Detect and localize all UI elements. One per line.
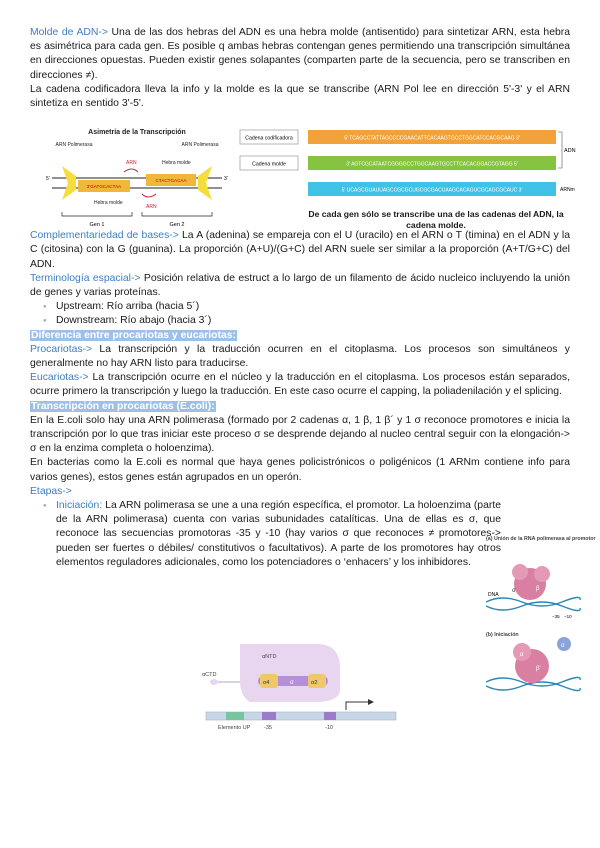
polymerase-a-sub1 <box>512 564 528 580</box>
figure-asimetria <box>42 126 232 234</box>
fig3-beta-b: β' <box>536 666 541 672</box>
list-item: ● Downstream: Río abajo (hacia 3´) <box>56 314 570 328</box>
heading-diferencia <box>30 329 570 343</box>
fig3-m35: −35 <box>552 614 560 619</box>
list-item-iniciacion <box>56 499 501 570</box>
paragraph-ecoli: En la E.coli solo hay una ARN polimerasa (formado por 2 cadenas α, 1 β, 1 β´ y 1 σ reconoce promotores e inicia la transcripción por lo que tras iniciar este proceso σ se desprende dejando al nucleo central seguir con la elongación-> σ en la enzima completa o holoenzima). <box>30 414 570 455</box>
fig2-caption: De cada gen sólo se transcribe una de las cadenas del ADN, la cadena molde. <box>308 209 564 230</box>
keyword-etapas: Etapas-> <box>30 485 72 497</box>
fig1-hebra-molde-bottom: Hebra molde <box>94 200 123 206</box>
keyword-eucariotas: Eucariotas-> <box>30 372 89 384</box>
paragraph-procariotas <box>30 343 570 371</box>
label-cadena-molde: Cadena molde <box>252 161 286 168</box>
fig1-arn-right: ARN <box>146 204 157 210</box>
fig1-arn-left: ARN <box>126 160 137 166</box>
fig1-gen2: Gen 2 <box>169 222 185 228</box>
fig3-title-b: (b) Iniciación <box>486 632 519 638</box>
seq-codificadora: 5' TCAGCCTATTAGCCCCGAACATTCACAAGTGCCTGGCATCCACGCAAG 3' <box>344 135 520 142</box>
paragraph-cadena: La cadena codificadora lleva la info y la molde es la que se transcribe (ARN Pol lee en dirección 5'-3' y el ARN sintetiza en sentido 3'-5'. <box>30 83 570 110</box>
polymerase-left-shape <box>62 166 76 200</box>
paragraph-eucariotas-text: La transcripción ocurre en el núcleo y la traducción en el citoplasma. Los procesos están separados, ocurre primero la transcripción y luego la traducción. En este caso ocurre el capping, la poliadenilación y el splicing. <box>30 372 570 398</box>
fig3-sigma-a: σ <box>512 588 516 594</box>
keyword-iniciacion: Iniciación: <box>56 500 103 512</box>
fig4-actd: αCTD <box>202 672 217 678</box>
polymerase-right-shape <box>198 166 212 200</box>
fig4-sigma2: σ2 <box>311 680 318 686</box>
heading-transcripcion <box>30 400 570 414</box>
fig4-sigma4: σ4 <box>263 680 270 686</box>
figure-union-polimerasa <box>482 532 596 702</box>
fig1-hebra-molde-top: Hebra molde <box>162 160 191 166</box>
fig4-sigma: σ <box>290 680 294 686</box>
paragraph-complementariedad-text: La A (adenina) se empareja con el U (uracilo) en el ARN o T (timina) en el ADN y la C (citosina) con la G (guanina). La proporción (A+U)/(G+C) del ARN suele ser similar a la proporción (A+T/G+C) del ADN. <box>30 230 570 270</box>
fig4-m10: -10 <box>325 725 333 731</box>
elemento-up-box <box>226 712 244 720</box>
figure-promotor <box>200 640 400 736</box>
fig1-gen1: Gen 1 <box>89 222 105 228</box>
fig3-sigma-b: σ <box>561 643 565 649</box>
paragraph-molde <box>30 26 570 83</box>
keyword-terminologia: Terminología espacial-> <box>30 272 141 284</box>
fig1-arn-pol-right: ARN Polimerasa <box>181 142 219 148</box>
figure-secuencias <box>238 128 578 220</box>
label-cadena-codificadora: Cadena codificadora <box>245 135 293 142</box>
fig1-arn-pol-left: ARN Polimerasa <box>55 142 93 148</box>
fig4-elemento-up: Elemento UP <box>218 725 251 731</box>
m35-box <box>262 712 276 720</box>
paragraph-eucariotas <box>30 371 570 399</box>
fig1-three: 3' <box>224 176 228 182</box>
keyword-molde: Molde de ADN-> <box>30 27 108 38</box>
paragraph-complementariedad <box>30 229 570 272</box>
fig3-beta-a: β <box>536 586 540 592</box>
etapas-label <box>30 485 570 499</box>
list-etapas <box>30 499 501 570</box>
keyword-complementariedad: Complementariedad de bases-> <box>30 230 179 242</box>
fig1-seq-left: 3'GATGCACTAA <box>86 184 122 189</box>
fig3-alpha-b: α <box>520 652 524 658</box>
list-terminologia <box>30 300 570 328</box>
m10-box <box>324 712 336 720</box>
polymerase-a-sub2 <box>534 566 550 582</box>
heading-diferencia-text: Diferencia entre procariotas y eucariotas: <box>31 329 237 341</box>
fig1-title: Asimetría de la Transcripción <box>88 129 186 136</box>
fig1-seq-right: CTACTGACAA <box>155 178 187 183</box>
paragraph-terminologia-text: Posición relativa de estruct a lo largo de un filamento de ácido nucleico incluyendo la unión de genes y varias proteínas. <box>30 272 570 299</box>
fig3-title-a-text: (a) Unión de la RNA polimerasa al promotor <box>486 536 596 542</box>
heading-transcripcion-text: Transcripción en procariotas (E.coli): <box>31 400 215 412</box>
alpha-ctd-shape <box>210 679 218 685</box>
seq-arn: 5' UCAGCGUAUUAGCCGCGCUGCGCGACUAAGCACAGUCGCAGCGCAUC 3' <box>341 187 523 194</box>
fig3-dna: DNA <box>488 592 499 598</box>
paragraph-terminologia <box>30 272 570 300</box>
label-adn: ADN <box>564 148 576 154</box>
paragraph-bacterias: En bacterias como la E.coli es normal que haya genes policistrónicos o poligénicos (1 ARNm contiene info para varios genes), estos genes están agrupados en un operón. <box>30 457 570 483</box>
list-item: ● Upstream: Río arriba (hacia 5´) <box>56 300 570 314</box>
iniciacion-text: La ARN polimerasa se une a una región específica, el promotor. La holoenzima (parte de la ARN polimerasa) cuenta con varias subunidades catalíticas. Una de ellas es σ, que reconoce las secuencias promotoras -35 y -10 (hay varios σ que reconoces ≠ promotores-> pueden ser fuertes o débiles/ constitutivos o facultativos). A parte de los promotores hay otros elementos reguladores adicionales, como los potenciadores o ‘enhacers’ y los inhibidores. <box>56 500 501 568</box>
seq-molde: 3' AGTCGCATAATCGGGGCCTGGCAAGTGCCTTCACACGGACCGTAGG 5' <box>346 161 518 168</box>
fig4-m35: -35 <box>264 725 272 731</box>
fig3-title-a <box>486 536 596 542</box>
paragraph-molde-text: Una de las dos hebras del ADN es una hebra molde (antisentido) para sintetizar ARN, esta hebra es asimétrica para cada gen. Es posible q ambas hebras contengan genes permitiendo una transcripción simultánea en direcciones opuestas. Pueden existir genes solapantes (comparten parte de la secuencia, pero se transcriben en direcciones ≠). <box>30 27 570 81</box>
fig3-m10: −10 <box>564 614 572 619</box>
keyword-procariotas: Procariotas-> <box>30 343 93 355</box>
document-page <box>30 26 570 570</box>
fig1-five: 5' <box>46 176 50 182</box>
label-arnm: ARNm <box>560 187 575 193</box>
fig4-antd: αNTD <box>262 654 277 660</box>
paragraph-procariotas-text: La transcripción y la traducción ocurren en el citoplasma. Los procesos son simultáneos y generalmente no hay ARN listo para traducirse. <box>30 343 570 370</box>
